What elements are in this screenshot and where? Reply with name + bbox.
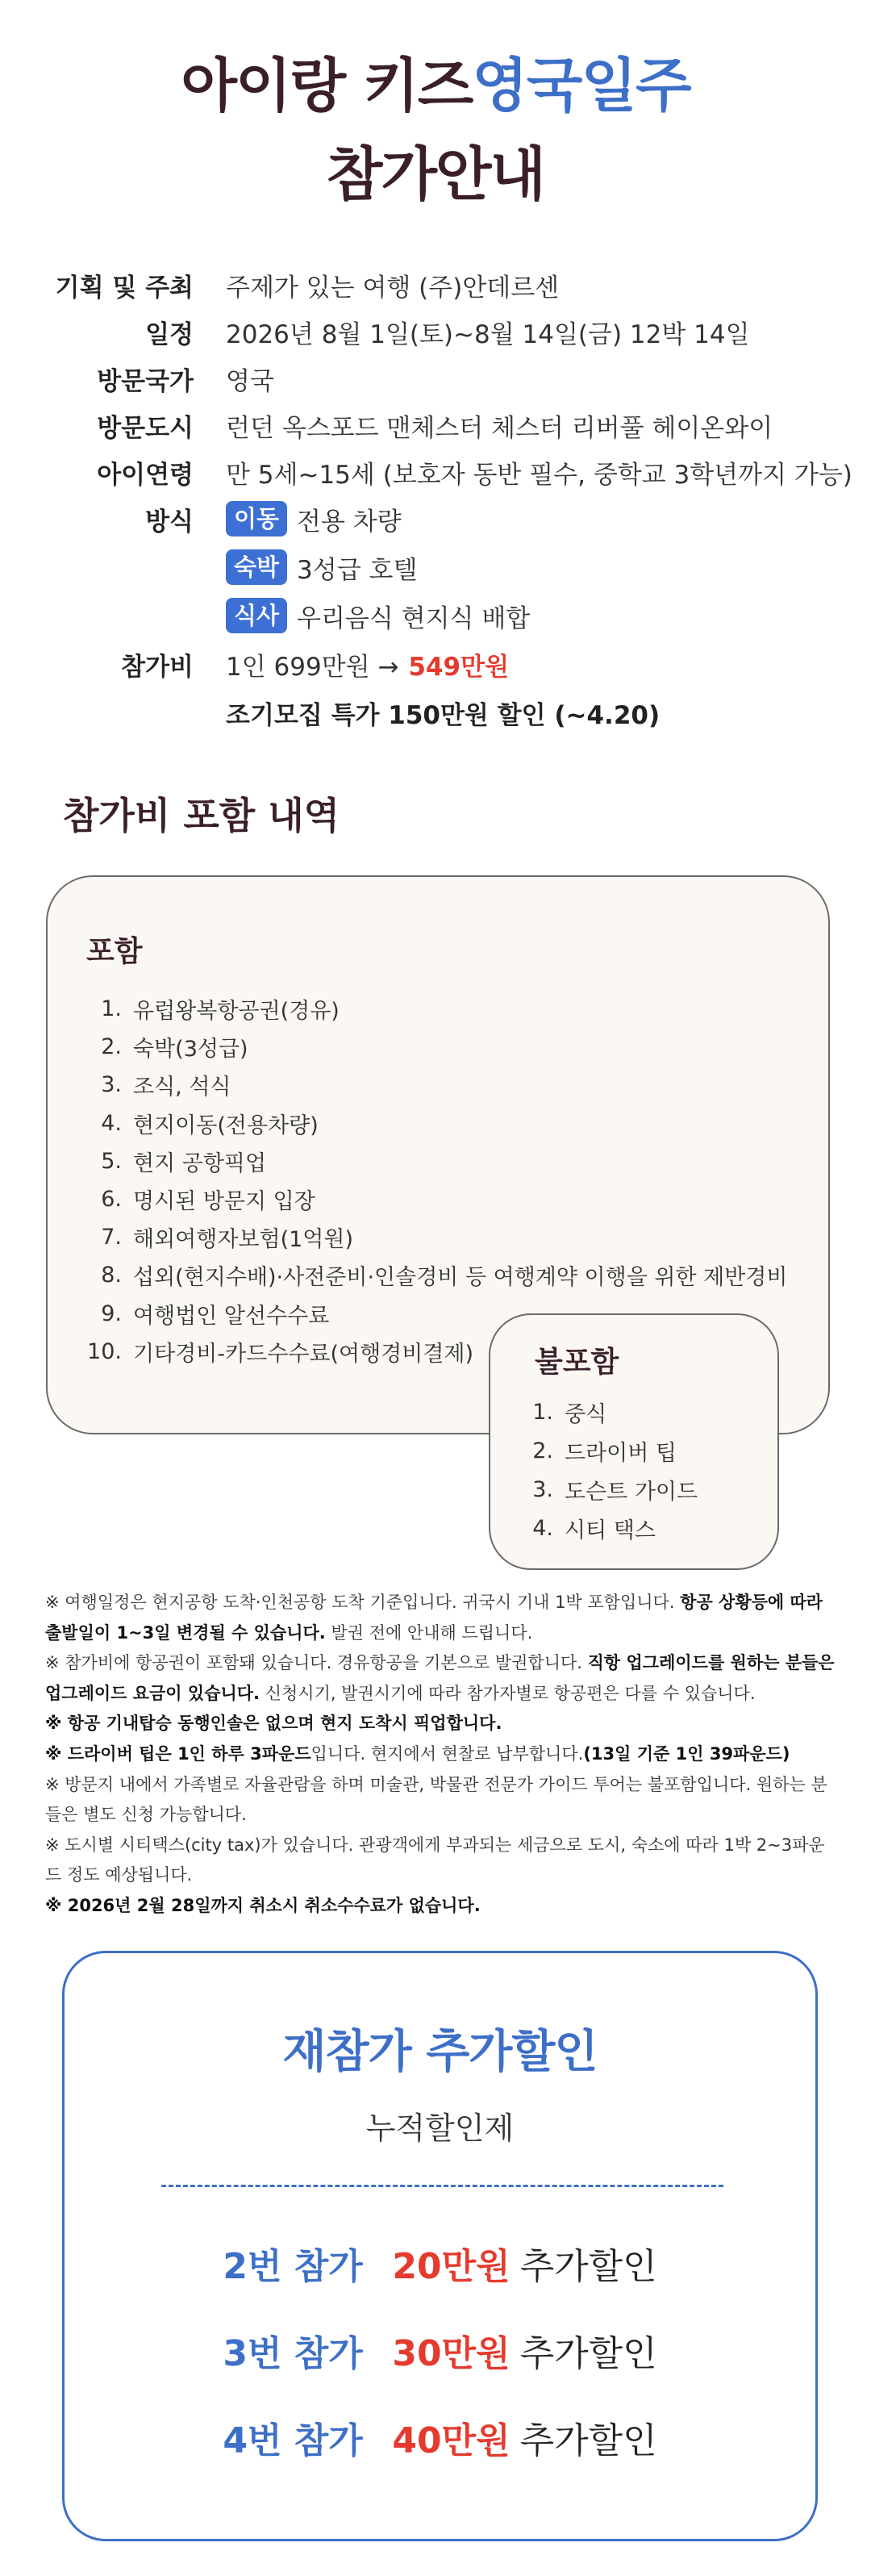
note-item: ※ 여행일정은 현지공항 도착·인천공항 도착 기준입니다. 귀국시 기내 1박 포함입니다. 항공 상황등에 따라 출발일이 1~3일 변경될 수 있습니다. 발권 전에 안내해 드립니다. bbox=[45, 1593, 823, 1643]
list-item: 5. 현지 공항픽업 bbox=[101, 1148, 267, 1176]
discount-box bbox=[62, 1951, 818, 2541]
discount-row bbox=[65, 2324, 815, 2376]
discount-count: 3번 참가 bbox=[223, 2333, 363, 2374]
info-label: 참가비 bbox=[121, 652, 194, 682]
discount-amount: 30만원 bbox=[392, 2333, 511, 2374]
info-value: 주제가 있는 여행 (주)안데르센 bbox=[226, 273, 560, 303]
method-text: 우리음식 현지식 배합 bbox=[297, 603, 531, 633]
page-title bbox=[0, 39, 871, 123]
excluded-list bbox=[531, 1392, 698, 1547]
info-label: 일정 bbox=[145, 319, 194, 349]
note-item: ※ 항공 기내탑승 동행인솔은 없으며 현지 도착시 픽업합니다. bbox=[45, 1714, 502, 1734]
section-title: 참가비 포함 내역 bbox=[63, 794, 340, 837]
list-item: 1. 유럽왕복항공권(경유) bbox=[101, 996, 340, 1025]
discount-amount: 20만원 bbox=[392, 2246, 511, 2287]
notes bbox=[45, 1588, 836, 1922]
discount-row bbox=[65, 2411, 815, 2463]
method-tag: 숙박 bbox=[226, 549, 287, 585]
note-item: ※ 드라이버 팁은 1인 하루 3파운드입니다. 현지에서 현찰로 납부합니다.(13일 기준 1인 39파운드) bbox=[45, 1743, 790, 1764]
info-value: 2026년 8월 1일(토)~8월 14일(금) 12박 14일 bbox=[226, 319, 750, 349]
note-item: ※ 도시별 시티택스(city tax)가 있습니다. 관광객에게 부과되는 세금으로 도시, 숙소에 따라 1박 2~3파운드 정도 예상됩니다. bbox=[45, 1835, 825, 1885]
method-item-lodging bbox=[226, 549, 417, 586]
list-item: 8. 섭외(현지수배)·사전준비·인솔경비 등 여행계약 이행을 위한 제반경비 bbox=[101, 1263, 788, 1291]
discount-row bbox=[65, 2237, 815, 2289]
list-item: 2. 드라이버 팁 bbox=[532, 1438, 677, 1466]
method-item-transport bbox=[226, 501, 402, 537]
title-accent: 영국일주 bbox=[472, 52, 690, 119]
info-label: 방문도시 bbox=[97, 413, 194, 443]
info-label: 기획 및 주최 bbox=[55, 273, 194, 303]
list-item: 6. 명시된 방문지 입장 bbox=[101, 1187, 315, 1215]
list-item: 3. 도슨트 가이드 bbox=[532, 1476, 698, 1505]
list-item: 9. 여행법인 알선수수료 bbox=[101, 1301, 330, 1329]
early-discount: 조기모집 특가 150만원 할인 (~4.20) bbox=[226, 700, 661, 730]
list-item: 10. 기타경비-카드수수료(여행경비결제) bbox=[87, 1338, 474, 1367]
list-item: 2. 숙박(3성급) bbox=[101, 1034, 248, 1063]
discount-suffix: 추가할인 bbox=[519, 2246, 657, 2287]
title-prefix: 아이랑 키즈 bbox=[181, 52, 473, 119]
list-item: 4. 현지이동(전용차량) bbox=[101, 1110, 319, 1138]
excluded-box bbox=[489, 1313, 779, 1570]
fee-original: 1인 699만원 → bbox=[226, 652, 399, 682]
discount-title: 재참가 추가할인 bbox=[282, 2026, 598, 2078]
note-item: ※ 2026년 2월 28일까지 취소시 취소수수료가 없습니다. bbox=[45, 1895, 481, 1915]
list-item: 7. 해외여행자보험(1억원) bbox=[101, 1225, 353, 1253]
fee-value bbox=[226, 646, 509, 683]
note-item: ※ 방문지 내에서 가족별로 자율관람을 하며 미술관, 박물관 전문가 가이드 투어는 불포함입니다. 원하는 분들은 별도 신청 가능합니다. bbox=[45, 1774, 827, 1825]
list-item: 3. 조식, 석식 bbox=[101, 1072, 231, 1100]
info-value: 런던 옥스포드 맨체스터 체스터 리버풀 헤이온와이 bbox=[226, 413, 773, 443]
discount-subtitle: 누적할인제 bbox=[365, 2110, 515, 2146]
method-tag: 식사 bbox=[226, 598, 287, 633]
note-item: ※ 참가비에 항공권이 포함돼 있습니다. 경유항공을 기본으로 발권합니다. 직항 업그레이드를 원하는 분들은 업그레이드 요금이 있습니다. 신청시기, 발권시기에 따라 참가자별로 항공편은 다를 수 있습니다. bbox=[45, 1653, 835, 1703]
discount-amount: 40만원 bbox=[392, 2420, 511, 2461]
page-subtitle: 참가안내 bbox=[326, 140, 545, 208]
discount-count: 4번 참가 bbox=[223, 2420, 363, 2461]
list-item: 4. 시티 택스 bbox=[532, 1515, 656, 1543]
method-text: 3성급 호텔 bbox=[297, 555, 418, 585]
info-value: 만 5세~15세 (보호자 동반 필수, 중학교 3학년까지 가능) bbox=[226, 460, 852, 490]
discount-count: 2번 참가 bbox=[223, 2246, 363, 2287]
discount-suffix: 추가할인 bbox=[519, 2333, 657, 2374]
discount-suffix: 추가할인 bbox=[519, 2420, 657, 2461]
fee-discounted: 549만원 bbox=[408, 652, 510, 682]
excluded-title: 불포함 bbox=[535, 1346, 619, 1379]
method-text: 전용 차량 bbox=[297, 507, 402, 536]
included-title: 포함 bbox=[86, 935, 143, 968]
list-item: 1. 중식 bbox=[532, 1399, 607, 1427]
method-tag: 이동 bbox=[226, 501, 287, 536]
info-label: 방문국가 bbox=[97, 366, 194, 396]
info-value: 영국 bbox=[226, 366, 274, 396]
info-label: 아이연령 bbox=[97, 460, 194, 490]
dashed-divider bbox=[161, 2185, 723, 2187]
info-label: 방식 bbox=[145, 507, 194, 536]
method-item-meals bbox=[226, 598, 530, 634]
